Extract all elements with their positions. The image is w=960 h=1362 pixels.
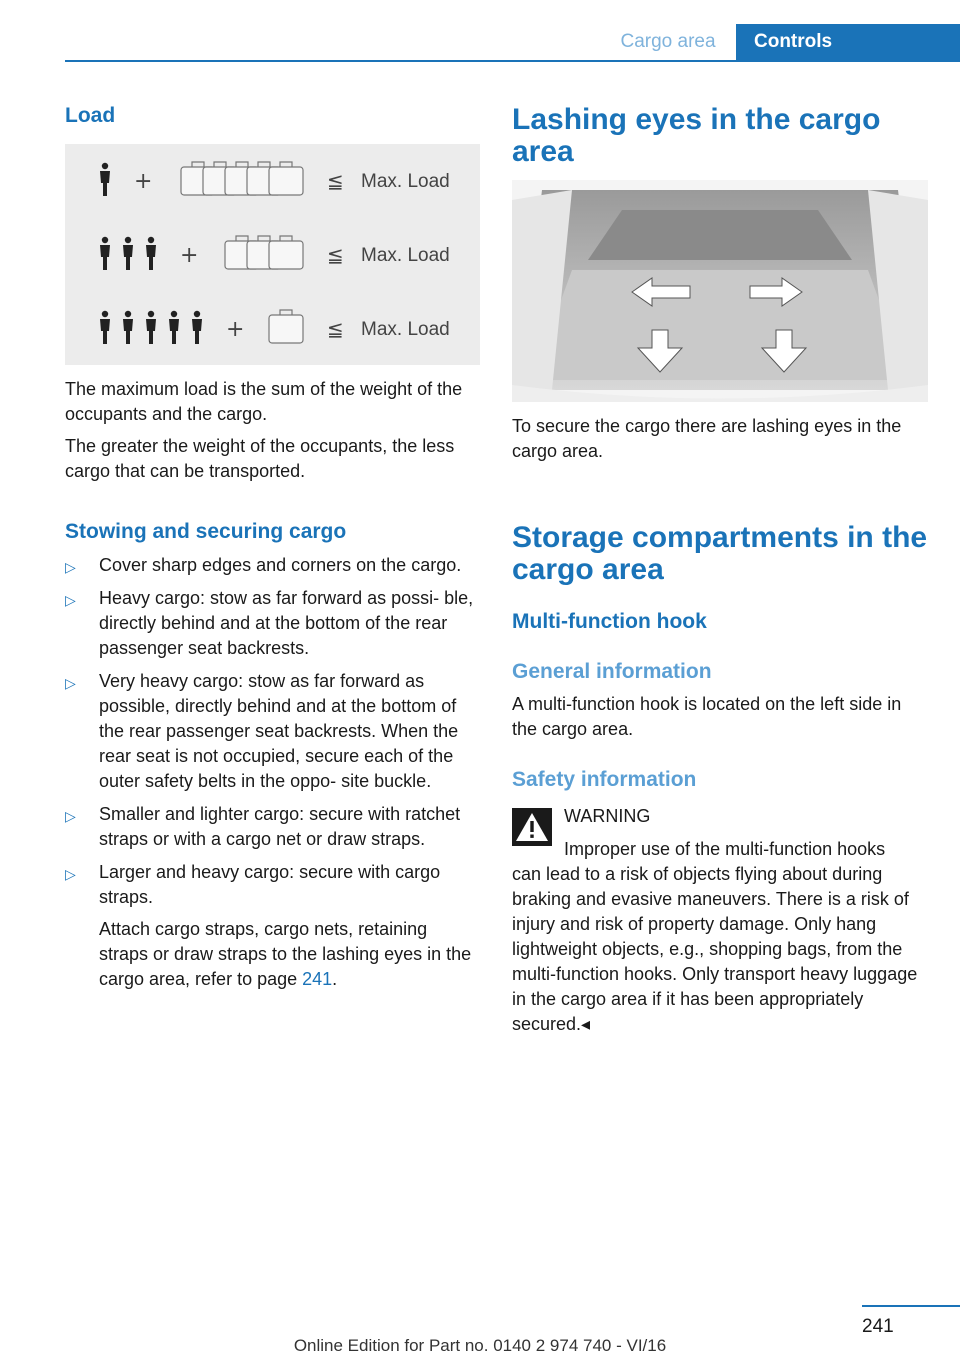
lashing-paragraph: To secure the cargo there are lashing eyes in the cargo area. (512, 416, 902, 461)
plus-sign: + (134, 169, 153, 194)
list-item (65, 802, 481, 852)
less-equal-sign: ≦ (327, 243, 344, 267)
cargo-area-illustration (512, 180, 928, 402)
max-load-label: Max. Load (361, 171, 450, 192)
less-equal-sign: ≦ (327, 317, 344, 341)
person-icon (169, 311, 179, 344)
max-load-label: Max. Load (361, 245, 450, 266)
triangle-bullet-icon: ▷ (65, 559, 76, 575)
stowing-heading: Stowing and securing cargo (65, 520, 347, 543)
load-paragraph-2: The greater the weight of the occupants, the less cargo that can be transported. (65, 436, 455, 481)
person-icon (100, 163, 110, 196)
triangle-bullet-icon: ▷ (65, 866, 76, 882)
cargo-case-icon (269, 310, 303, 343)
hook-heading: Multi-function hook (512, 610, 707, 633)
plus-sign: + (226, 317, 245, 342)
max-load-label: Max. Load (361, 319, 450, 340)
warning-icon (512, 808, 552, 851)
triangle-bullet-icon: ▷ (65, 808, 76, 824)
load-diagram (65, 144, 480, 365)
general-info-heading: General information (512, 660, 712, 683)
person-icon (146, 237, 156, 270)
page-number: 241 (862, 1316, 894, 1337)
list-item (65, 586, 481, 661)
cargo-case-icon (269, 162, 303, 195)
page-reference-link[interactable]: 241 (302, 969, 333, 989)
list-item-text: Smaller and lighter cargo: secure with ratchet straps or with a cargo net or draw straps. (99, 804, 461, 849)
header-rule (65, 60, 960, 62)
warning-first-line: Improper use of the multi-function hooks (564, 839, 886, 859)
list-item-text: Larger and heavy cargo: secure with cargo straps. (99, 862, 441, 907)
person-icon (123, 237, 133, 270)
cargo-case-icon (269, 236, 303, 269)
stowing-list (65, 553, 481, 1000)
safety-info-heading: Safety information (512, 768, 697, 791)
load-illustration (65, 144, 480, 365)
person-icon (100, 311, 110, 344)
plus-sign: + (180, 243, 199, 268)
general-info-paragraph: A multi-function hook is located on the left side in the cargo area. (512, 694, 902, 739)
header-chapter-tab: Controls (736, 24, 960, 62)
warning-text: can lead to a risk of objects flying about during braking and evasive maneuvers. There is a risk of injury and risk of property damage. Only hang lightweight objects, e.g., shopping bags, from the multi-function hooks. Only transport heavy luggage in the cargo area if it has been appropriately secured.◂ (512, 864, 918, 1034)
triangle-bullet-icon: ▷ (65, 675, 76, 691)
storage-heading: Storage compartments in the cargo area (512, 521, 928, 586)
load-heading: Load (65, 104, 116, 127)
person-icon (123, 311, 133, 344)
list-item-text: Cover sharp edges and corners on the cargo. (99, 555, 462, 575)
list-item-text: Heavy cargo: stow as far forward as possi‐ ble, directly behind and at the bottom of the rear passenger seat backrests. (99, 588, 474, 658)
person-icon (192, 311, 202, 344)
header-section-tab: Cargo area (620, 31, 716, 52)
list-item (65, 553, 481, 578)
less-equal-sign: ≦ (327, 169, 344, 193)
list-item-text: Very heavy cargo: stow as far forward as possible, directly behind and at the bottom of the rear passenger seat backrests. When the rear seat is not occupied, secure each of the outer safety belts in the oppo‐ site buckle. (99, 671, 459, 791)
list-item (65, 860, 481, 992)
person-icon (146, 311, 156, 344)
list-item (65, 669, 481, 794)
list-item-note: Attach cargo straps, cargo nets, retaining straps or draw straps to the lashing eyes in the cargo area, refer to page 241. (99, 919, 472, 989)
footer-rule (862, 1305, 960, 1307)
edition-note: Online Edition for Part no. 0140 2 974 740 - VI/16 (293, 1336, 667, 1355)
load-paragraph-1: The maximum load is the sum of the weight of the occupants and the cargo. (65, 379, 463, 424)
warning-title: WARNING (564, 806, 651, 826)
triangle-bullet-icon: ▷ (65, 592, 76, 608)
lashing-heading: Lashing eyes in the cargo area (512, 103, 881, 168)
cargo-area-photo (512, 180, 928, 402)
person-icon (100, 237, 110, 270)
